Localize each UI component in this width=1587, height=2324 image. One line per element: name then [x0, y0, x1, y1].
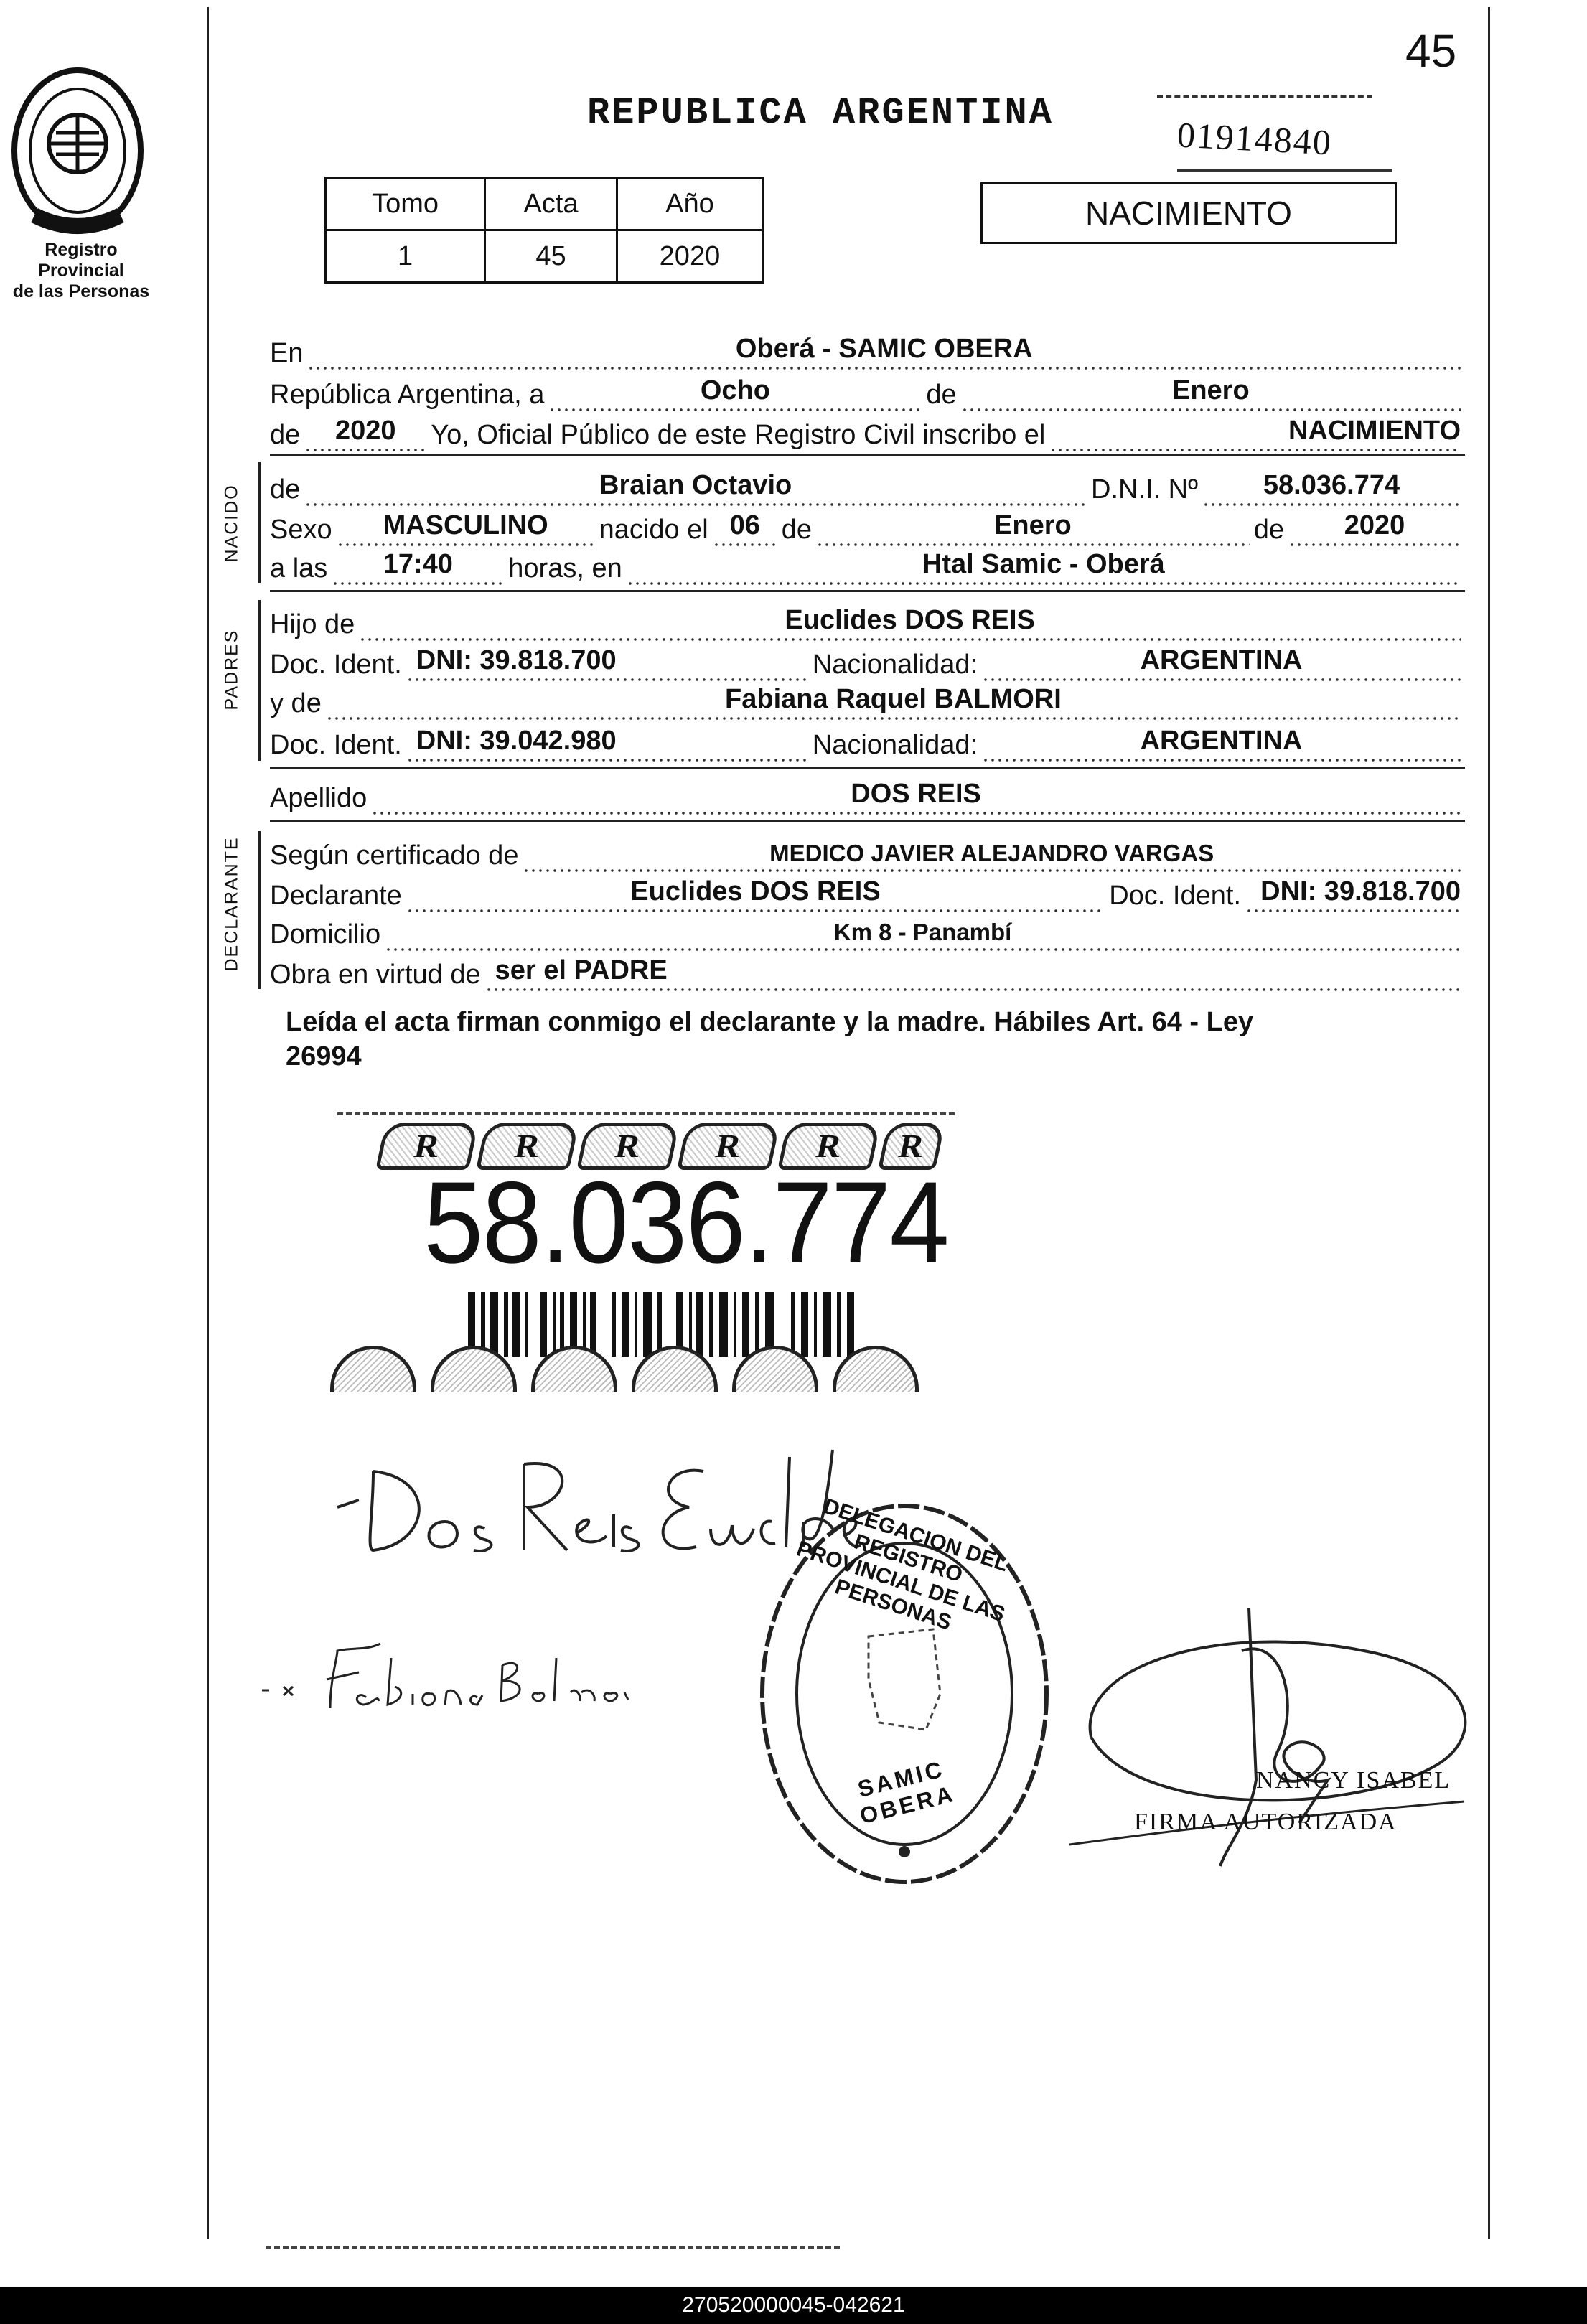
place-field — [307, 330, 1461, 370]
address-value: Km 8 - Panambí — [833, 919, 1012, 945]
row-year-official — [270, 412, 1465, 452]
birth-day-field — [713, 507, 777, 547]
page-number: 45 — [1405, 25, 1457, 77]
record-type-box: NACIMIENTO — [980, 182, 1397, 244]
registry-name-line1: Registro Provincial — [38, 240, 124, 281]
surname-field — [371, 775, 1461, 815]
certificado-label: Según certificado de — [270, 840, 519, 871]
year-field — [304, 412, 426, 452]
province-seal-icon — [6, 65, 149, 237]
day-field — [548, 372, 922, 412]
row-declarant — [270, 873, 1465, 913]
father-nationality-field — [982, 642, 1461, 682]
month-value: Enero — [1171, 375, 1250, 406]
declarant-name-field — [406, 873, 1105, 913]
mother-doc-value: DNI: 39.042.980 — [416, 726, 617, 756]
nacido-bracket — [258, 462, 261, 583]
child-de-label: de — [270, 474, 301, 505]
place-value: Oberá - SAMIC OBERA — [735, 334, 1033, 364]
row-certificate — [270, 833, 1465, 873]
serial-number: 01914840 — [1176, 114, 1334, 163]
row-mother — [270, 680, 1465, 721]
row-date — [270, 372, 1465, 412]
registered-logo-icon: R — [878, 1123, 945, 1170]
dni-label: D.N.I. Nº — [1091, 474, 1198, 505]
father-doc-field — [406, 642, 808, 682]
stamp-center-text: SAMIC OBERA — [855, 1756, 958, 1829]
row-address — [270, 912, 1465, 952]
declarant-name-value: Euclides DOS REIS — [630, 876, 881, 906]
registered-logo-icon: R — [677, 1123, 780, 1170]
time-value: 17:40 — [383, 549, 453, 579]
declarant-doc-value: DNI: 39.818.700 — [1260, 876, 1461, 906]
a-las-label: a las — [270, 553, 328, 584]
declarante-bracket — [258, 831, 261, 989]
father-doc-label: Doc. Ident. — [270, 650, 402, 680]
domicilio-label: Domicilio — [270, 919, 381, 950]
horas-label: horas, en — [508, 553, 622, 584]
surname-value: DOS REIS — [851, 779, 981, 809]
father-name-value: Euclides DOS REIS — [785, 605, 1035, 635]
y-de-label: y de — [270, 688, 322, 718]
birth-year-value: 2020 — [1344, 510, 1405, 540]
obra-label: Obra en virtud de — [270, 960, 481, 990]
row-sex-birth — [270, 507, 1465, 547]
registry-name — [0, 240, 162, 302]
year-value: 2020 — [335, 416, 396, 446]
registry-name-line2: de las Personas — [12, 281, 150, 301]
row-surname — [270, 775, 1465, 815]
birth-place-value: Htal Samic - Oberá — [922, 549, 1165, 579]
divider-2 — [270, 590, 1465, 592]
birth-de2-label: de — [1253, 515, 1284, 545]
bottom-dashes — [266, 2246, 840, 2252]
child-name-value: Braian Octavio — [599, 470, 792, 500]
time-field — [332, 545, 504, 586]
mother-nationality-field — [982, 722, 1461, 762]
volume-table-value-row — [326, 230, 763, 283]
row-place — [270, 330, 1465, 370]
official-signature — [1062, 1608, 1493, 1895]
closing-statement — [286, 1005, 1448, 1074]
address-field — [385, 912, 1461, 952]
divider-1 — [270, 454, 1465, 456]
en-label: En — [270, 338, 304, 368]
sex-field — [337, 507, 595, 547]
child-dni-value: 58.036.774 — [1263, 470, 1400, 500]
mother-doc-field — [406, 722, 808, 762]
volume-table-header-row — [326, 178, 763, 230]
row-mother-doc — [270, 722, 1465, 762]
republica-label: República Argentina, a — [270, 380, 545, 410]
de-year-label: de — [270, 420, 301, 450]
registered-logo-icon: R — [576, 1123, 680, 1170]
sex-value: MASCULINO — [383, 510, 548, 540]
sexo-label: Sexo — [270, 515, 332, 545]
registered-logo-bottom-icon — [330, 1346, 416, 1392]
row-child-name — [270, 467, 1465, 507]
sticker-top-dashes — [337, 1112, 955, 1118]
volume-table-header-acta: Acta — [485, 178, 617, 230]
mother-nationality-value: ARGENTINA — [1140, 726, 1303, 756]
birth-day-value: 06 — [729, 510, 760, 540]
sticker-dni-number: 58.036.774 — [423, 1157, 948, 1288]
mother-name-field — [326, 680, 1461, 721]
volume-table-header-tomo: Tomo — [326, 178, 485, 230]
padres-section-label: PADRES — [221, 629, 242, 711]
father-doc-value: DNI: 39.818.700 — [416, 645, 617, 675]
row-father — [270, 601, 1465, 642]
row-capacity — [270, 952, 1465, 992]
declarant-doc-label: Doc. Ident. — [1109, 881, 1241, 911]
father-nationality-label: Nacionalidad: — [812, 650, 978, 680]
declarante-label: Declarante — [270, 881, 402, 911]
child-dni-field — [1202, 467, 1461, 507]
mother-doc-label: Doc. Ident. — [270, 730, 402, 760]
birth-month-field — [816, 507, 1250, 547]
stamp-ring-text: DELEGACION DEL REGISTRO PROVINCIAL DE LAS PERSONAS — [793, 1494, 1011, 1635]
official-stamp-line2: FIRMA AUTORIZADA — [1134, 1809, 1398, 1835]
padres-bracket — [258, 600, 261, 761]
dni-sticker — [316, 1112, 976, 1400]
record-field — [1049, 412, 1461, 452]
birth-year-field — [1288, 507, 1461, 547]
nacido-el-label: nacido el — [599, 515, 708, 545]
volume-table-tomo-value: 1 — [326, 230, 485, 283]
serial-underline — [1177, 169, 1392, 172]
capacity-field — [485, 952, 1461, 992]
birth-place-field — [627, 545, 1461, 586]
apellido-label: Apellido — [270, 783, 368, 813]
closing-line-2: 26994 — [286, 1041, 362, 1072]
volume-table — [324, 177, 764, 284]
birth-month-value: Enero — [994, 510, 1072, 540]
de-label: de — [926, 380, 957, 410]
father-nationality-value: ARGENTINA — [1140, 645, 1303, 675]
certificate-value: MEDICO JAVIER ALEJANDRO VARGAS — [769, 840, 1214, 866]
nacido-section-label: NACIDO — [221, 484, 242, 563]
volume-table-ano-value: 2020 — [617, 230, 762, 283]
mother-name-value: Fabiana Raquel BALMORI — [725, 684, 1062, 714]
row-time-place — [270, 545, 1465, 586]
declarante-section-label: DECLARANTE — [221, 836, 242, 972]
day-value: Ocho — [700, 375, 770, 406]
mother-signature — [258, 1629, 632, 1730]
declarant-doc-field — [1245, 873, 1461, 913]
record-value: NACIMIENTO — [1288, 416, 1461, 446]
father-name-field — [359, 601, 1461, 642]
birth-de-label: de — [781, 515, 813, 545]
divider-3 — [270, 767, 1465, 769]
volume-table-header-ano: Año — [617, 178, 762, 230]
registered-logo-icon: R — [476, 1123, 579, 1170]
official-stamp-line1: NANCY ISABEL — [1256, 1767, 1451, 1794]
country-title: REPUBLICA ARGENTINA — [587, 92, 1054, 134]
registered-logo-icon: R — [777, 1123, 881, 1170]
volume-table-acta-value: 45 — [485, 230, 617, 283]
closing-line-1: Leída el acta firman conmigo el declarante y la madre. Hábiles Art. 64 - Ley — [286, 1007, 1254, 1037]
row-father-doc — [270, 642, 1465, 682]
office-stamp — [754, 1493, 1055, 1895]
right-margin-line — [1488, 7, 1490, 2239]
official-text: Yo, Oficial Público de este Registro Civil inscribo el — [431, 420, 1046, 450]
divider-4 — [270, 820, 1465, 822]
month-field — [961, 372, 1461, 412]
serial-dashes — [1157, 95, 1372, 100]
child-name-field — [304, 467, 1087, 507]
capacity-value: ser el PADRE — [495, 955, 668, 985]
registered-logo-icon: R — [375, 1123, 479, 1170]
footer-code: 270520000045-042621 — [0, 2287, 1587, 2324]
left-margin-line — [207, 7, 209, 2239]
hijo-de-label: Hijo de — [270, 609, 355, 639]
certificate-field — [523, 833, 1461, 873]
mother-nationality-label: Nacionalidad: — [812, 730, 978, 760]
